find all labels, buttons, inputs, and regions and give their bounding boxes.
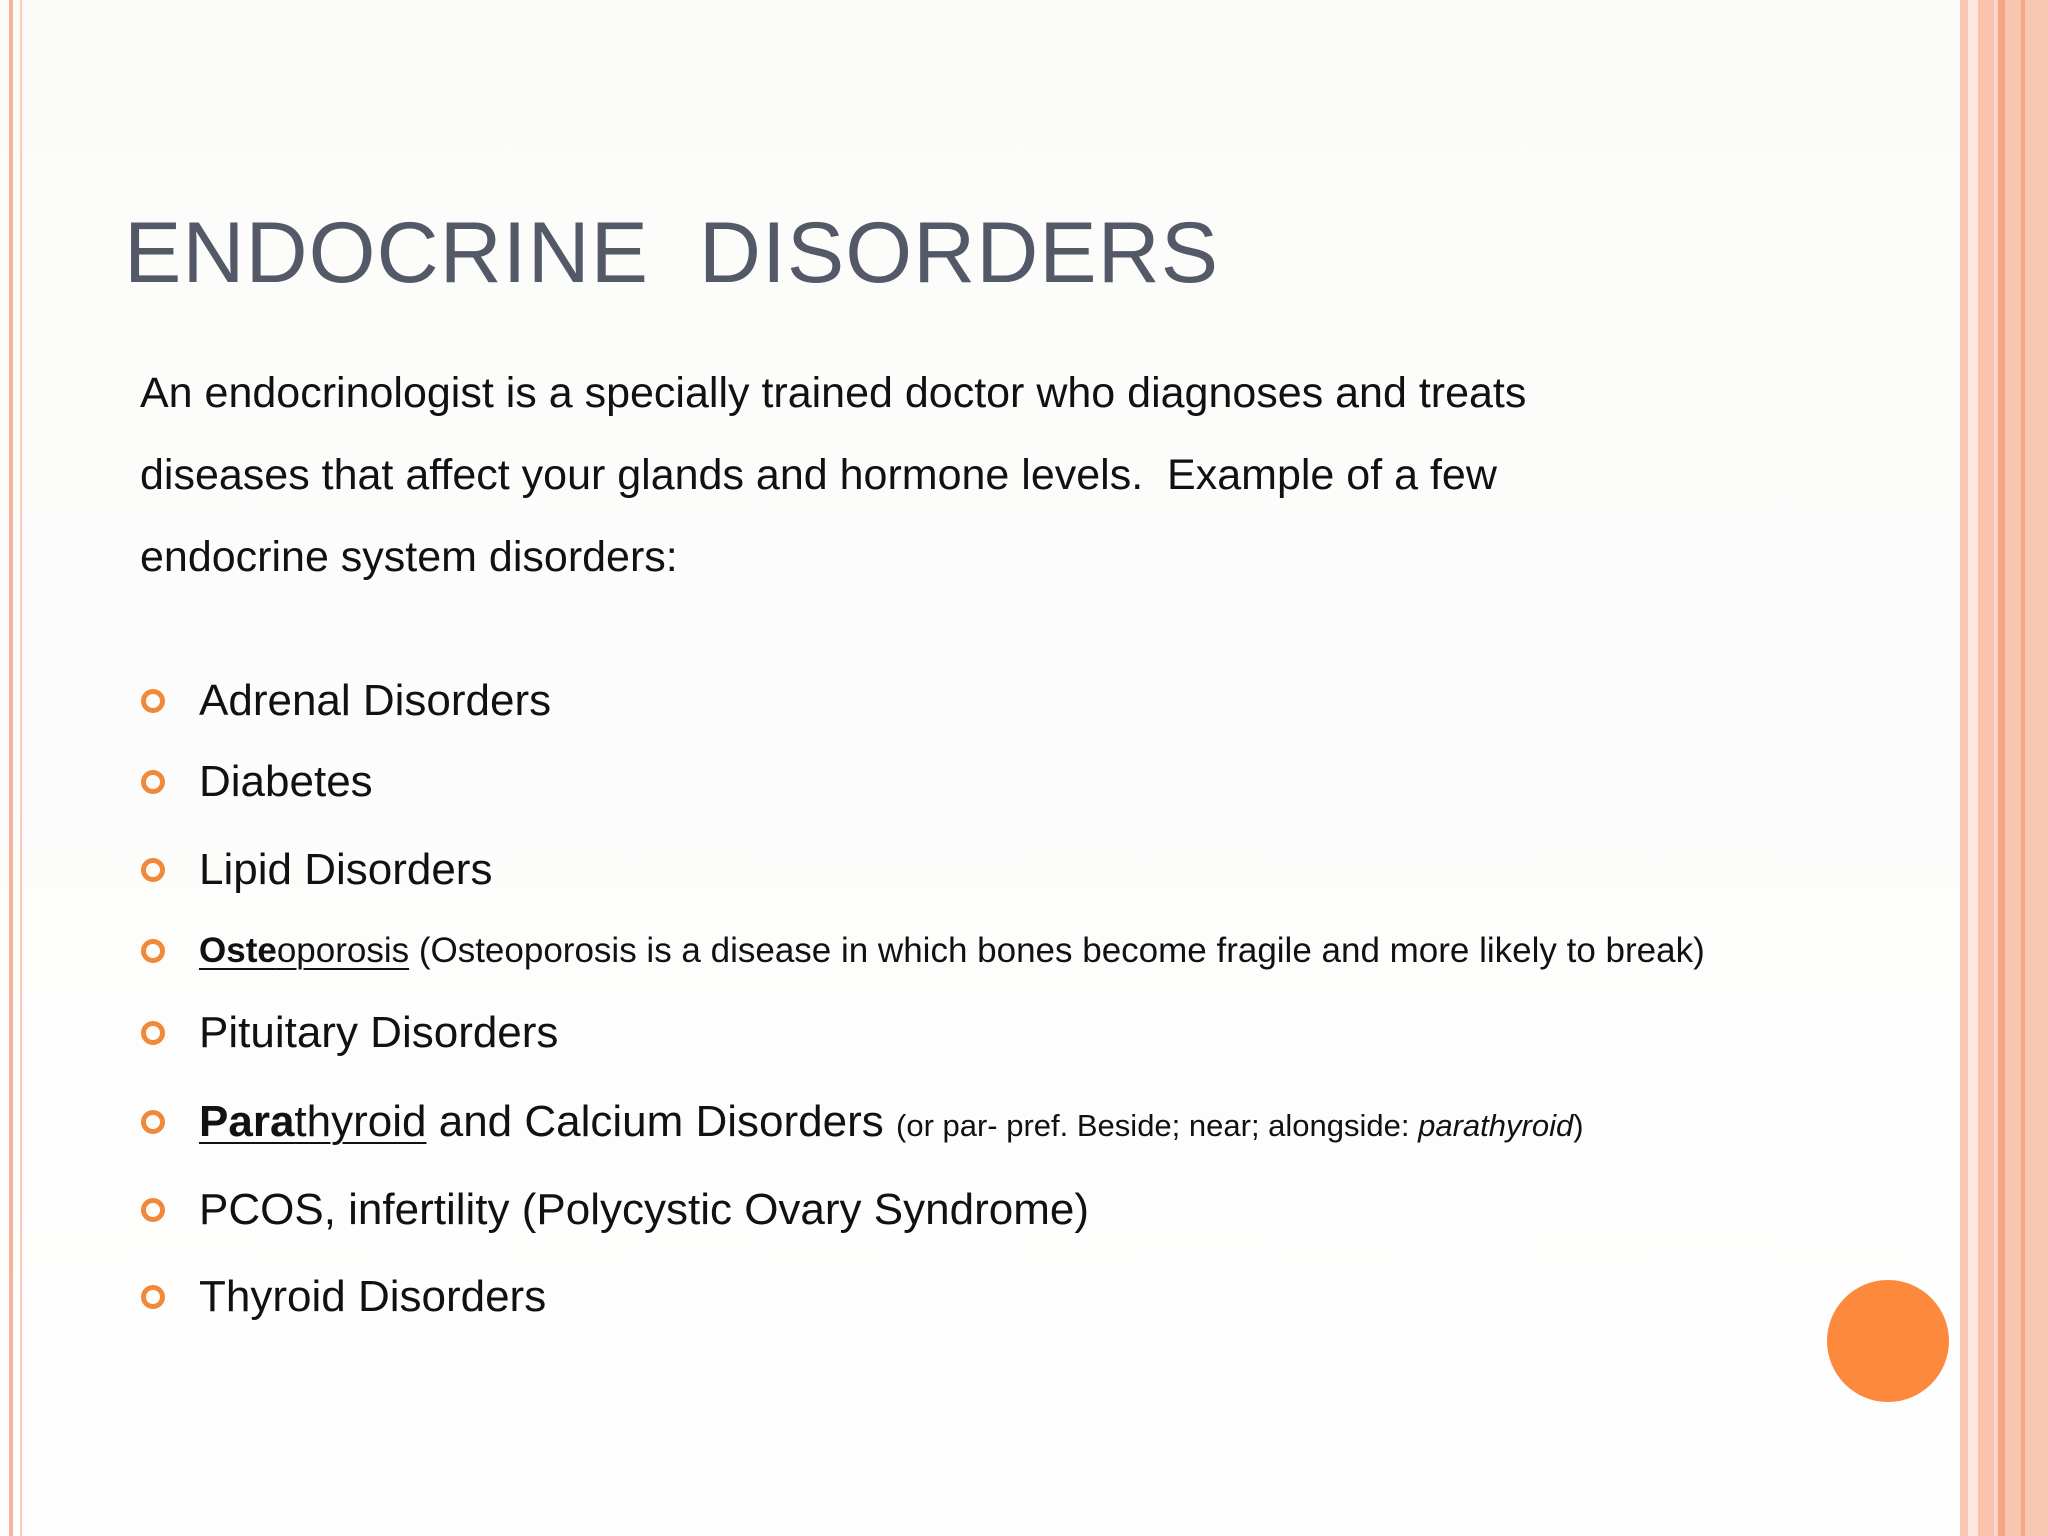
list-item-label (199, 931, 1705, 971)
bullet-icon (141, 1198, 165, 1222)
list-item-lipid (141, 845, 492, 895)
intro-line: endocrine system disorders: (140, 533, 678, 581)
intro-line: An endocrinologist is a specially trained doctor who diagnoses and treats (140, 369, 1527, 417)
list-item-label: Pituitary Disorders (199, 1008, 559, 1057)
list-item-label: PCOS, infertility (Polycystic Ovary Syndrome) (199, 1185, 1089, 1234)
parathyroid-note-prefix: (or par- pref. Beside; near; alongside: (896, 1108, 1419, 1143)
parathyroid-main-text: and Calcium Disorders (426, 1097, 896, 1146)
bullet-icon (141, 689, 165, 713)
list-item-thyroid (141, 1272, 546, 1322)
right-border-stripes (1960, 0, 2048, 1536)
parathyroid-note-suffix: ) (1573, 1108, 1584, 1143)
list-item-label: Diabetes (199, 757, 373, 806)
bullet-icon (141, 1285, 165, 1309)
parathyroid-underlined-rest: thyroid (294, 1097, 427, 1146)
parathyroid-note-italic: parathyroid (1418, 1108, 1574, 1143)
list-item-diabetes (141, 757, 373, 807)
bullet-icon (141, 858, 165, 882)
osteoporosis-description: (Osteoporosis is a disease in which bones become fragile and more likely to break) (409, 931, 1705, 970)
osteoporosis-underlined-rest: oporosis (276, 931, 410, 970)
intro-line: diseases that affect your glands and hormone levels. Example of a few (140, 451, 1497, 499)
list-item-osteoporosis (141, 931, 1705, 971)
bullet-icon (141, 1021, 165, 1045)
bullet-icon (141, 939, 165, 963)
list-item-label: Thyroid Disorders (199, 1272, 547, 1321)
bullet-icon (141, 1110, 165, 1134)
list-item-label: Adrenal Disorders (199, 676, 552, 725)
list-item-pituitary (141, 1008, 558, 1058)
list-item-adrenal (141, 676, 551, 726)
parathyroid-bold-prefix: Para (199, 1097, 295, 1146)
slide-title: ENDOCRINE DISORDERS (124, 205, 1220, 301)
accent-circle (1827, 1280, 1949, 1402)
list-item-parathyroid (141, 1097, 1584, 1147)
list-item-pcos (141, 1185, 1089, 1235)
bullet-icon (141, 770, 165, 794)
list-item-label (199, 1097, 1584, 1147)
osteoporosis-bold-prefix: Oste (199, 931, 277, 970)
list-item-label: Lipid Disorders (199, 845, 493, 894)
